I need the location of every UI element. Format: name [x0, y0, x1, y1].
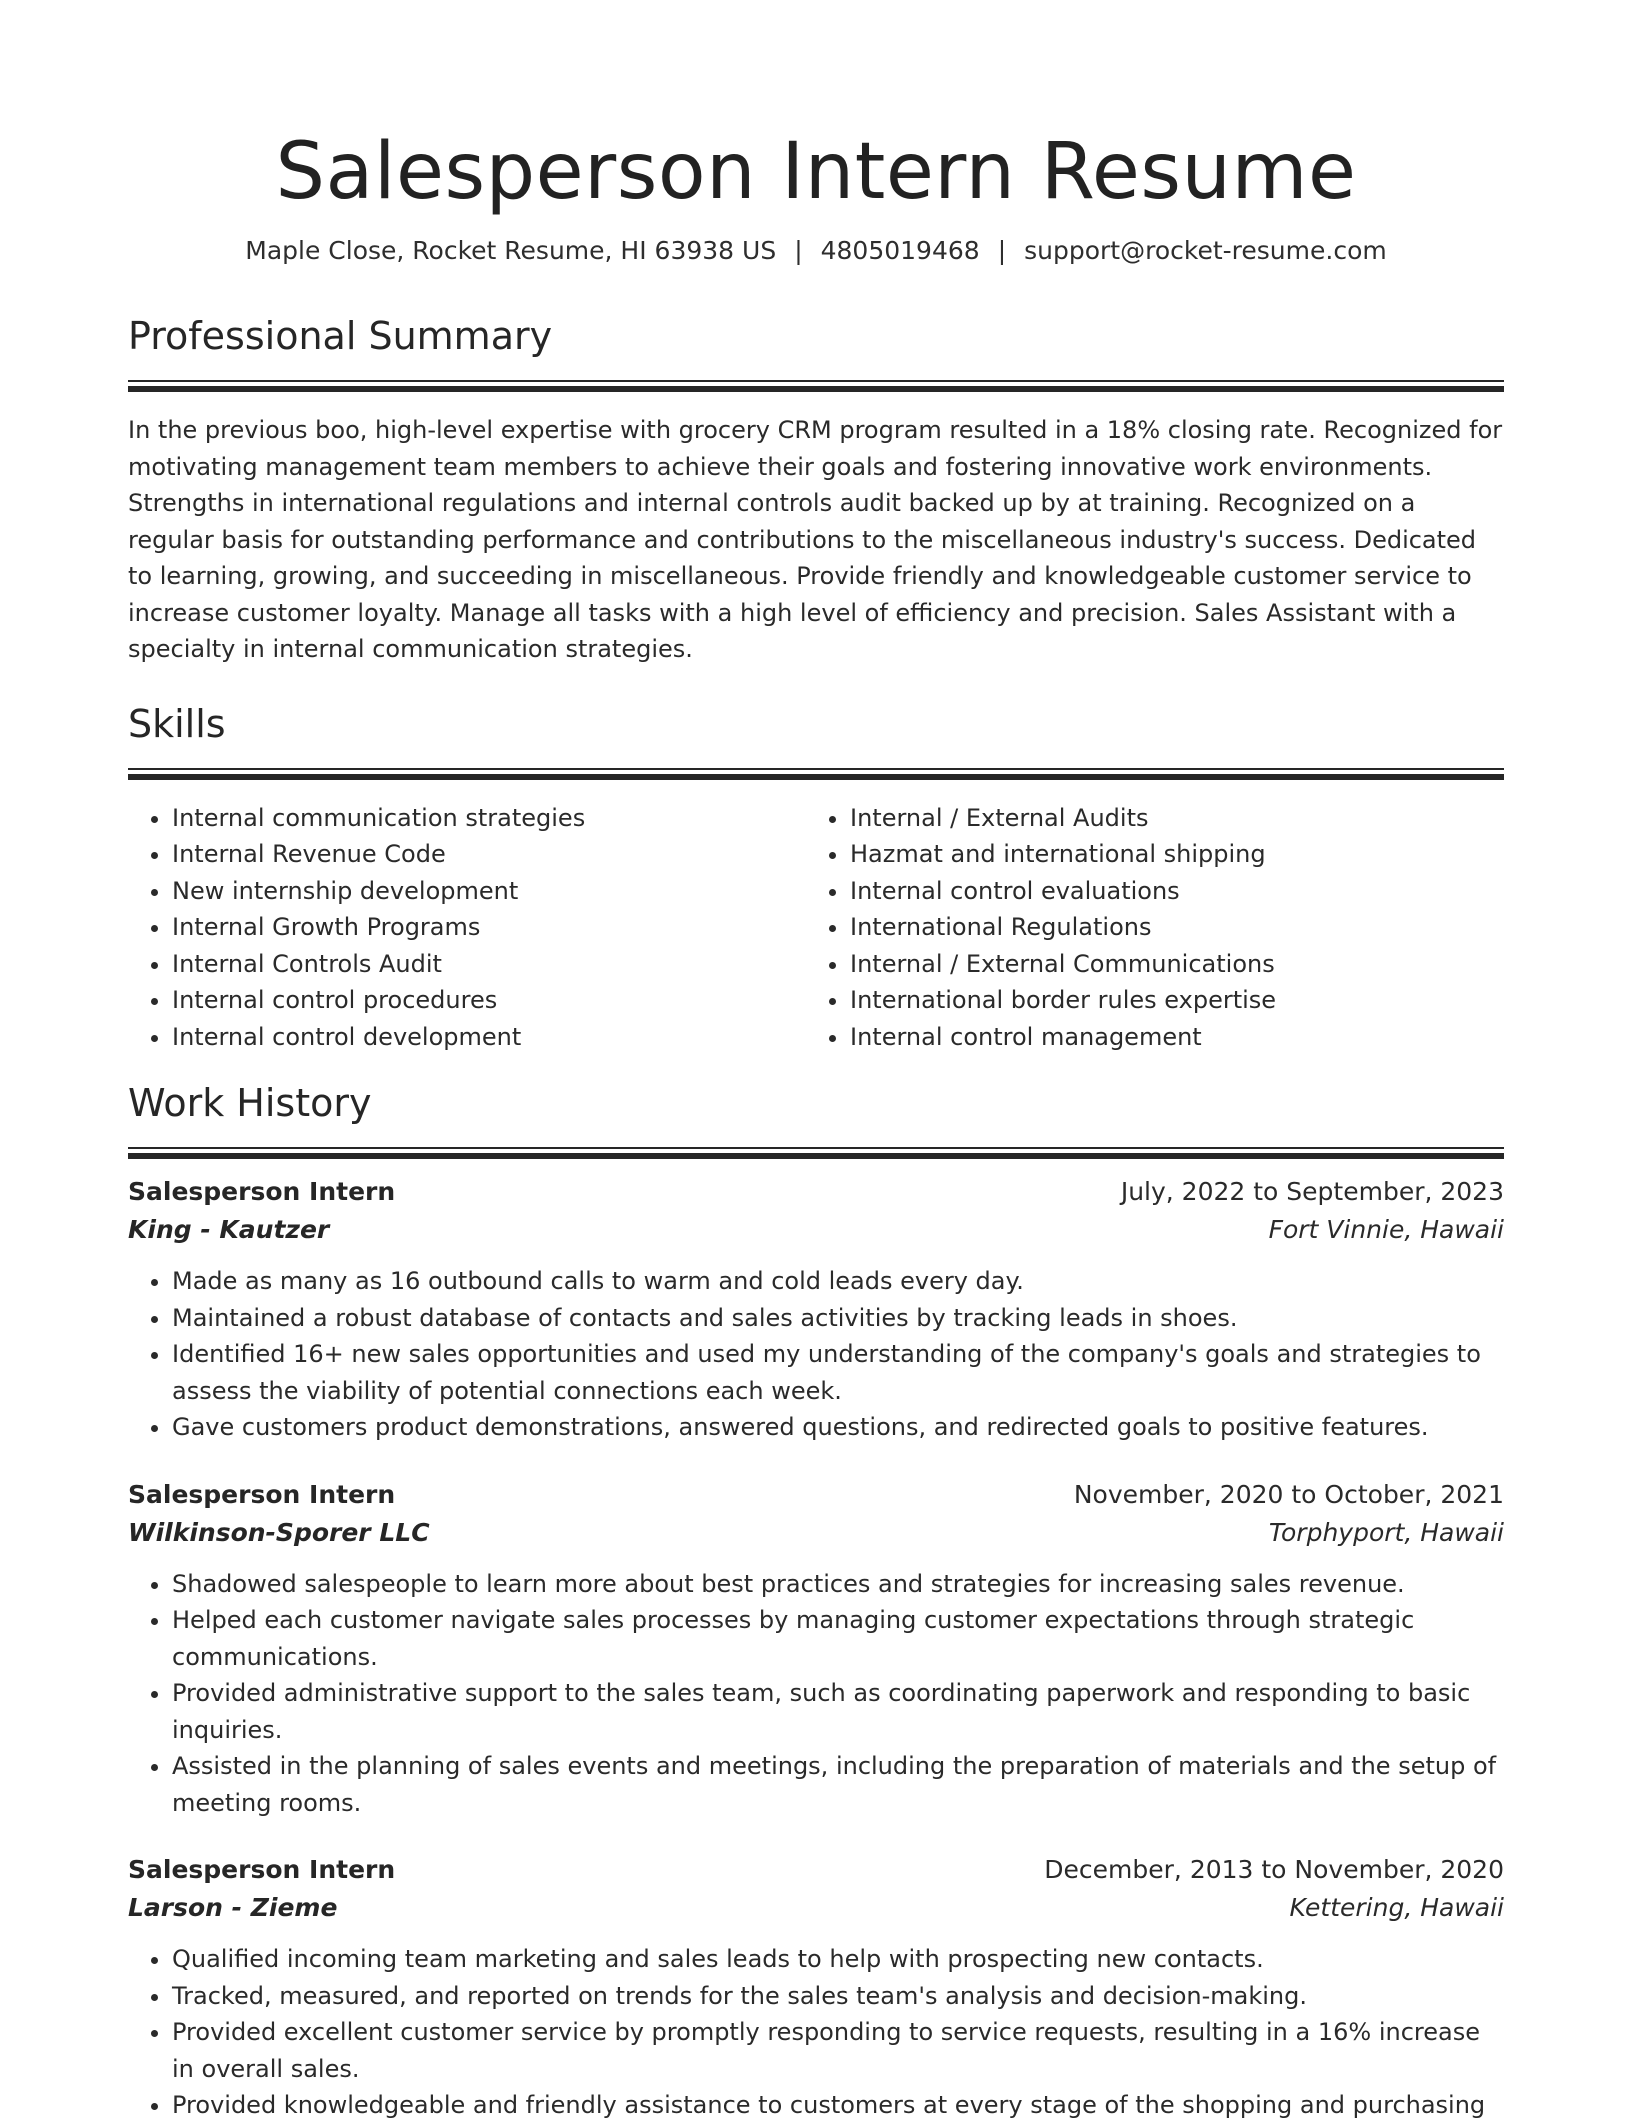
job-title: Salesperson Intern	[128, 1855, 396, 1884]
job-bullet: • Identified 16+ new sales opportunities and used my understanding of the company's goals and strategies to assess the viability of potential connections each week.	[172, 1336, 1504, 1409]
job-header	[128, 1476, 1504, 1514]
job-title: Salesperson Intern	[128, 1479, 396, 1509]
skill-item: • Internal Growth Programs	[172, 909, 806, 946]
skills-columns	[128, 800, 1504, 1056]
work-history-section	[128, 1079, 1504, 2124]
skill-item: • Internal Controls Audit	[172, 946, 806, 983]
skills-list-left	[128, 800, 806, 1056]
section-heading: Professional Summary	[128, 314, 553, 358]
skill-item: • International Regulations	[850, 909, 1504, 946]
contact-address: Maple Close, Rocket Resume, HI 63938 US	[245, 236, 777, 265]
job-bullet: • Gave customers product demonstrations, answered questions, and redirected goals to positive features.	[172, 1409, 1504, 1446]
professional-summary-section	[128, 312, 1504, 668]
skill-item: • Hazmat and international shipping	[850, 836, 1504, 873]
skill-item: • New internship development	[172, 873, 806, 910]
skill-item: • Internal communication strategies	[172, 800, 806, 837]
contact-email: support@rocket-resume.com	[1024, 236, 1387, 265]
job-bullet: • Shadowed salespeople to learn more about best practices and strategies for increasing sales revenue.	[172, 1566, 1504, 1603]
contact-phone: 4805019468	[820, 236, 980, 265]
resume-page	[128, 0, 1504, 2124]
job-bullet: • Provided knowledgeable and friendly assistance to customers at every stage of the shopping and purchasing	[172, 2087, 1504, 2124]
job-dates: July, 2022 to September, 2023	[1120, 1177, 1504, 1206]
skills-section	[128, 700, 1504, 1056]
skill-item: • International border rules expertise	[850, 982, 1504, 1019]
job-dates: November, 2020 to October, 2021	[1073, 1479, 1504, 1509]
job-subheader	[128, 1889, 1504, 1927]
skill-item: • Internal Revenue Code	[172, 836, 806, 873]
job-header	[128, 1851, 1504, 1889]
skill-item: • Internal control evaluations	[850, 873, 1504, 910]
job-entry	[128, 1476, 1504, 1822]
job-bullets	[128, 1566, 1504, 1822]
job-bullet: • Qualified incoming team marketing and sales leads to help with prospecting new contacts.	[172, 1941, 1504, 1978]
job-entry	[128, 1173, 1504, 1446]
job-location: Kettering, Hawaii	[1289, 1893, 1504, 1922]
section-heading: Work History	[128, 1081, 372, 1125]
job-bullet: • Provided administrative support to the sales team, such as coordinating paperwork and responding to basic inquiries.	[172, 1675, 1504, 1748]
skill-item: • Internal control management	[850, 1019, 1504, 1056]
job-entry	[128, 1851, 1504, 2124]
job-bullet: • Helped each customer navigate sales processes by managing customer expectations through strategic communications.	[172, 1602, 1504, 1675]
section-heading: Skills	[128, 701, 226, 746]
job-bullet: • Maintained a robust database of contacts and sales activities by tracking leads in shoes.	[172, 1300, 1504, 1337]
job-bullet: • Made as many as 16 outbound calls to warm and cold leads every day.	[172, 1263, 1504, 1300]
contact-line	[128, 234, 1504, 268]
skill-item: • Internal control development	[172, 1019, 806, 1056]
job-dates: December, 2013 to November, 2020	[1044, 1855, 1504, 1884]
skill-item: • Internal / External Communications	[850, 946, 1504, 983]
summary-text: In the previous boo, high-level expertise with grocery CRM program resulted in a 18% closing rate. Recognized for motivating management team members to achieve their goals and fostering innovative work environments. Strengths in international regulations and internal controls audit backed up by at training. Recognized on a regular basis for outstanding performance and contributions to the miscellaneous industry's success. Dedicated to learning, growing, and succeeding in miscellaneous. Provide friendly and knowledgeable customer service to increase customer loyalty. Manage all tasks with a high level of efficiency and precision. Sales Assistant with a specialty in internal communication strategies.	[128, 416, 1503, 663]
resume-title: Salesperson Intern Resume	[275, 127, 1357, 217]
skill-item: • Internal / External Audits	[850, 800, 1504, 837]
job-bullets	[128, 1941, 1504, 2124]
contact-separator: |	[794, 236, 803, 265]
job-title: Salesperson Intern	[128, 1177, 396, 1206]
job-header	[128, 1173, 1504, 1211]
job-location: Fort Vinnie, Hawaii	[1268, 1215, 1504, 1244]
job-bullet: • Provided excellent customer service by promptly responding to service requests, resulting in a 16% increase in overall sales.	[172, 2014, 1504, 2087]
job-bullet: • Assisted in the planning of sales events and meetings, including the preparation of materials and the setup of meeting rooms.	[172, 1748, 1504, 1821]
job-company: King - Kautzer	[128, 1215, 330, 1244]
section-divider	[128, 768, 1504, 780]
section-divider	[128, 1147, 1504, 1159]
job-subheader	[128, 1514, 1504, 1552]
job-company: Wilkinson-Sporer LLC	[128, 1517, 430, 1547]
job-location: Torphyport, Hawaii	[1268, 1517, 1504, 1547]
job-company: Larson - Zieme	[128, 1893, 338, 1922]
skills-list-right	[806, 800, 1504, 1056]
section-divider	[128, 380, 1504, 392]
job-subheader	[128, 1211, 1504, 1249]
job-bullets	[128, 1263, 1504, 1446]
skill-item: • Internal control procedures	[172, 982, 806, 1019]
job-bullet: • Tracked, measured, and reported on trends for the sales team's analysis and decision-making.	[172, 1978, 1504, 2015]
contact-separator: |	[997, 236, 1007, 265]
